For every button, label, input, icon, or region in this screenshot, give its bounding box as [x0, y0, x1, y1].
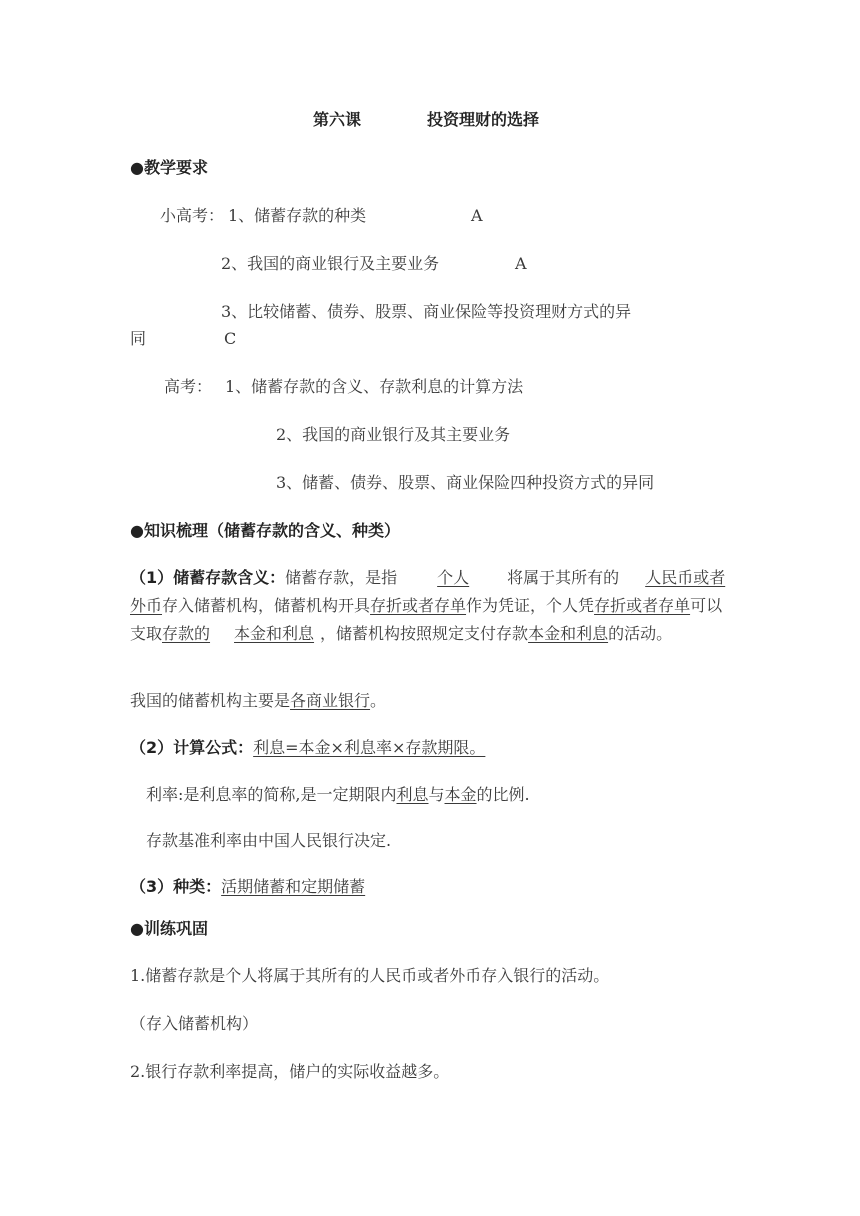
institutions-line: 我国的储蓄机构主要是各商业银行。: [130, 691, 387, 710]
definition-label: （1）储蓄存款含义：: [130, 568, 286, 587]
definition-text: 的活动。: [608, 624, 673, 643]
gaokao-item-3: 3、储蓄、债券、股票、商业保险四种投资方式的异同: [276, 473, 655, 492]
blank-pay-principal-interest: 本金和利息: [528, 624, 609, 643]
lesson-title: 投资理财的选择: [427, 110, 540, 129]
blank-withdraw-certificate: 存折或者存单: [594, 596, 691, 615]
definition-text: 存入储蓄机构，储蓄机构开具: [162, 596, 371, 615]
types-label: （3）种类：: [130, 877, 222, 896]
practice-question-1-note: （存入储蓄机构）: [130, 1014, 259, 1033]
definition-text: 作为凭证，个人凭: [466, 596, 595, 615]
knowledge-heading: ●知识梳理（储蓄存款的含义、种类）: [130, 521, 400, 540]
blank-currency: 人民币或者外币: [130, 568, 726, 615]
gaokao-item-1: 1、储蓄存款的含义、存款利息的计算方法: [225, 377, 524, 396]
lesson-number: 第六课: [313, 110, 362, 129]
blank-individual: 个人: [437, 568, 470, 587]
blank-commercial-banks: 各商业银行: [290, 691, 371, 710]
small-gaokao-item-1: 1、储蓄存款的种类: [228, 206, 367, 225]
blank-interest: 利息: [396, 785, 429, 804]
teaching-heading: ●教学要求: [130, 158, 208, 177]
definition-text: 将属于其所有的: [507, 568, 620, 587]
formula-label: （2）计算公式：: [130, 738, 254, 757]
practice-question-1: 1.储蓄存款是个人将属于其所有的人民币或者外币存入银行的活动。: [130, 966, 610, 985]
benchmark-rate: 存款基准利率由中国人民银行决定.: [146, 831, 392, 850]
rate-definition: 利率:是利息率的简称,是一定期限内利息与本金的比例.: [146, 785, 530, 804]
small-gaokao-item-2: 2、我国的商业银行及主要业务: [221, 254, 440, 273]
small-gaokao-label: 小高考：: [160, 206, 225, 225]
gaokao-label: 高考：: [164, 377, 213, 396]
types-line: [130, 875, 365, 899]
formula-value: 利息=本金×利息率×存款期限。: [253, 738, 486, 757]
small-gaokao-item-3-cont: 同: [130, 329, 147, 348]
gaokao-item-2: 2、我国的商业银行及其主要业务: [276, 425, 511, 444]
blank-principal: 本金: [444, 785, 477, 804]
types-value: 活期储蓄和定期储蓄: [221, 877, 366, 896]
definition-text: ，储蓄机构按照规定支付存款: [320, 624, 529, 643]
definition-text: 可以支取: [130, 596, 723, 643]
blank-principal-interest: 存款的 本金和利息: [162, 624, 315, 643]
definition-paragraph: [130, 564, 735, 648]
blank-certificate: 存折或者存单: [370, 596, 467, 615]
formula-line: [130, 736, 485, 760]
small-gaokao-level-2: A: [515, 254, 527, 273]
small-gaokao-level-3: C: [224, 329, 237, 348]
small-gaokao-item-3: 3、比较储蓄、债券、股票、商业保险等投资理财方式的异: [221, 302, 632, 321]
practice-question-2: 2.银行存款利率提高，储户的实际收益越多。: [130, 1062, 450, 1081]
small-gaokao-level-1: A: [471, 206, 483, 225]
practice-heading: ●训练巩固: [130, 919, 208, 938]
definition-text: 储蓄存款，是指: [285, 568, 398, 587]
